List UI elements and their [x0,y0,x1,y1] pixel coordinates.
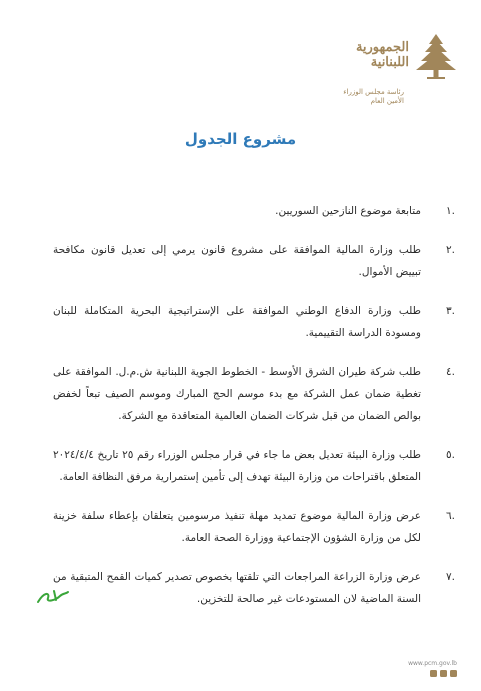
agenda-item [53,444,455,488]
item-text: عرض وزارة الزراعة المراجعات التي تلقتها بخصوص تصدير كميات القمح المتبقية من السنة الماضية لان المستودعات غير صالحة للتخزين. [53,571,421,605]
office-line-1: رئاسة مجلس الوزراء [343,88,404,96]
item-text: طلب وزارة المالية الموافقة على مشروع قانون يرمي إلى تعديل قانون مكافحة تبييض الأموال. [53,244,421,278]
office-name [324,88,404,106]
item-number: .٥ [446,449,455,461]
item-number: .٦ [446,510,455,522]
social-icon[interactable] [440,670,447,677]
item-number: .٣ [446,305,455,317]
agenda-item [53,566,455,610]
item-text: طلب شركة طيران الشرق الأوسط - الخطوط الجوية اللبنانية ش.م.ل. الموافقة على تغطية ضمان عمل الشركة مع بدء موسم الحج المبارك وموسم الصيف تبعاً لخفض بوالص الضمان من قبل شركات الضمان العالمية المتعاقدة مع الشركة. [53,366,421,422]
item-text: عرض وزارة المالية موضوع تمديد مهلة تنفيذ مرسومين يتعلقان بإعطاء سلفة خزينة لكل من وزارة الشؤون الإجتماعية ووزارة الصحة العامة. [53,510,421,544]
emblem-line-2: اللبنانية [370,55,409,70]
item-number: .٢ [446,244,455,256]
item-text: طلب وزارة الدفاع الوطني الموافقة على الإستراتيجية البحرية المتكاملة للبنان ومسودة الدراسة التقييمية. [53,305,421,339]
signature-mark-icon [36,588,70,606]
item-text: متابعة موضوع النازحين السوريين. [275,205,421,217]
social-icons [397,670,457,677]
document-title: مشروع الجدول [184,130,297,148]
office-line-2: الأمين العام [370,97,404,105]
letterhead [339,26,459,121]
item-text: طلب وزارة البيئة تعديل بعض ما جاء في قرار مجلس الوزراء رقم ٢٥ تاريخ ٢٠٢٤/٤/٤ المتعلق باقتراحات من وزارة البيئة تهدف إلى تأمين إستمرارية مرفق النظافة العامة. [53,449,422,483]
agenda-item [53,200,455,222]
cedar-emblem-icon [413,32,459,84]
item-number: .١ [446,205,455,217]
agenda-item [53,239,455,283]
social-icon[interactable] [430,670,437,677]
agenda-item [53,505,455,549]
item-number: .٤ [446,366,455,378]
agenda-list [53,200,455,610]
emblem-line-1: الجمهورية [355,40,409,55]
footer [397,660,457,677]
emblem-text [339,40,409,70]
agenda-item [53,361,455,427]
social-icon[interactable] [450,670,457,677]
item-number: .٧ [446,571,455,583]
website-link[interactable]: www.pcm.gov.lb [408,660,457,667]
agenda-item [53,300,455,344]
